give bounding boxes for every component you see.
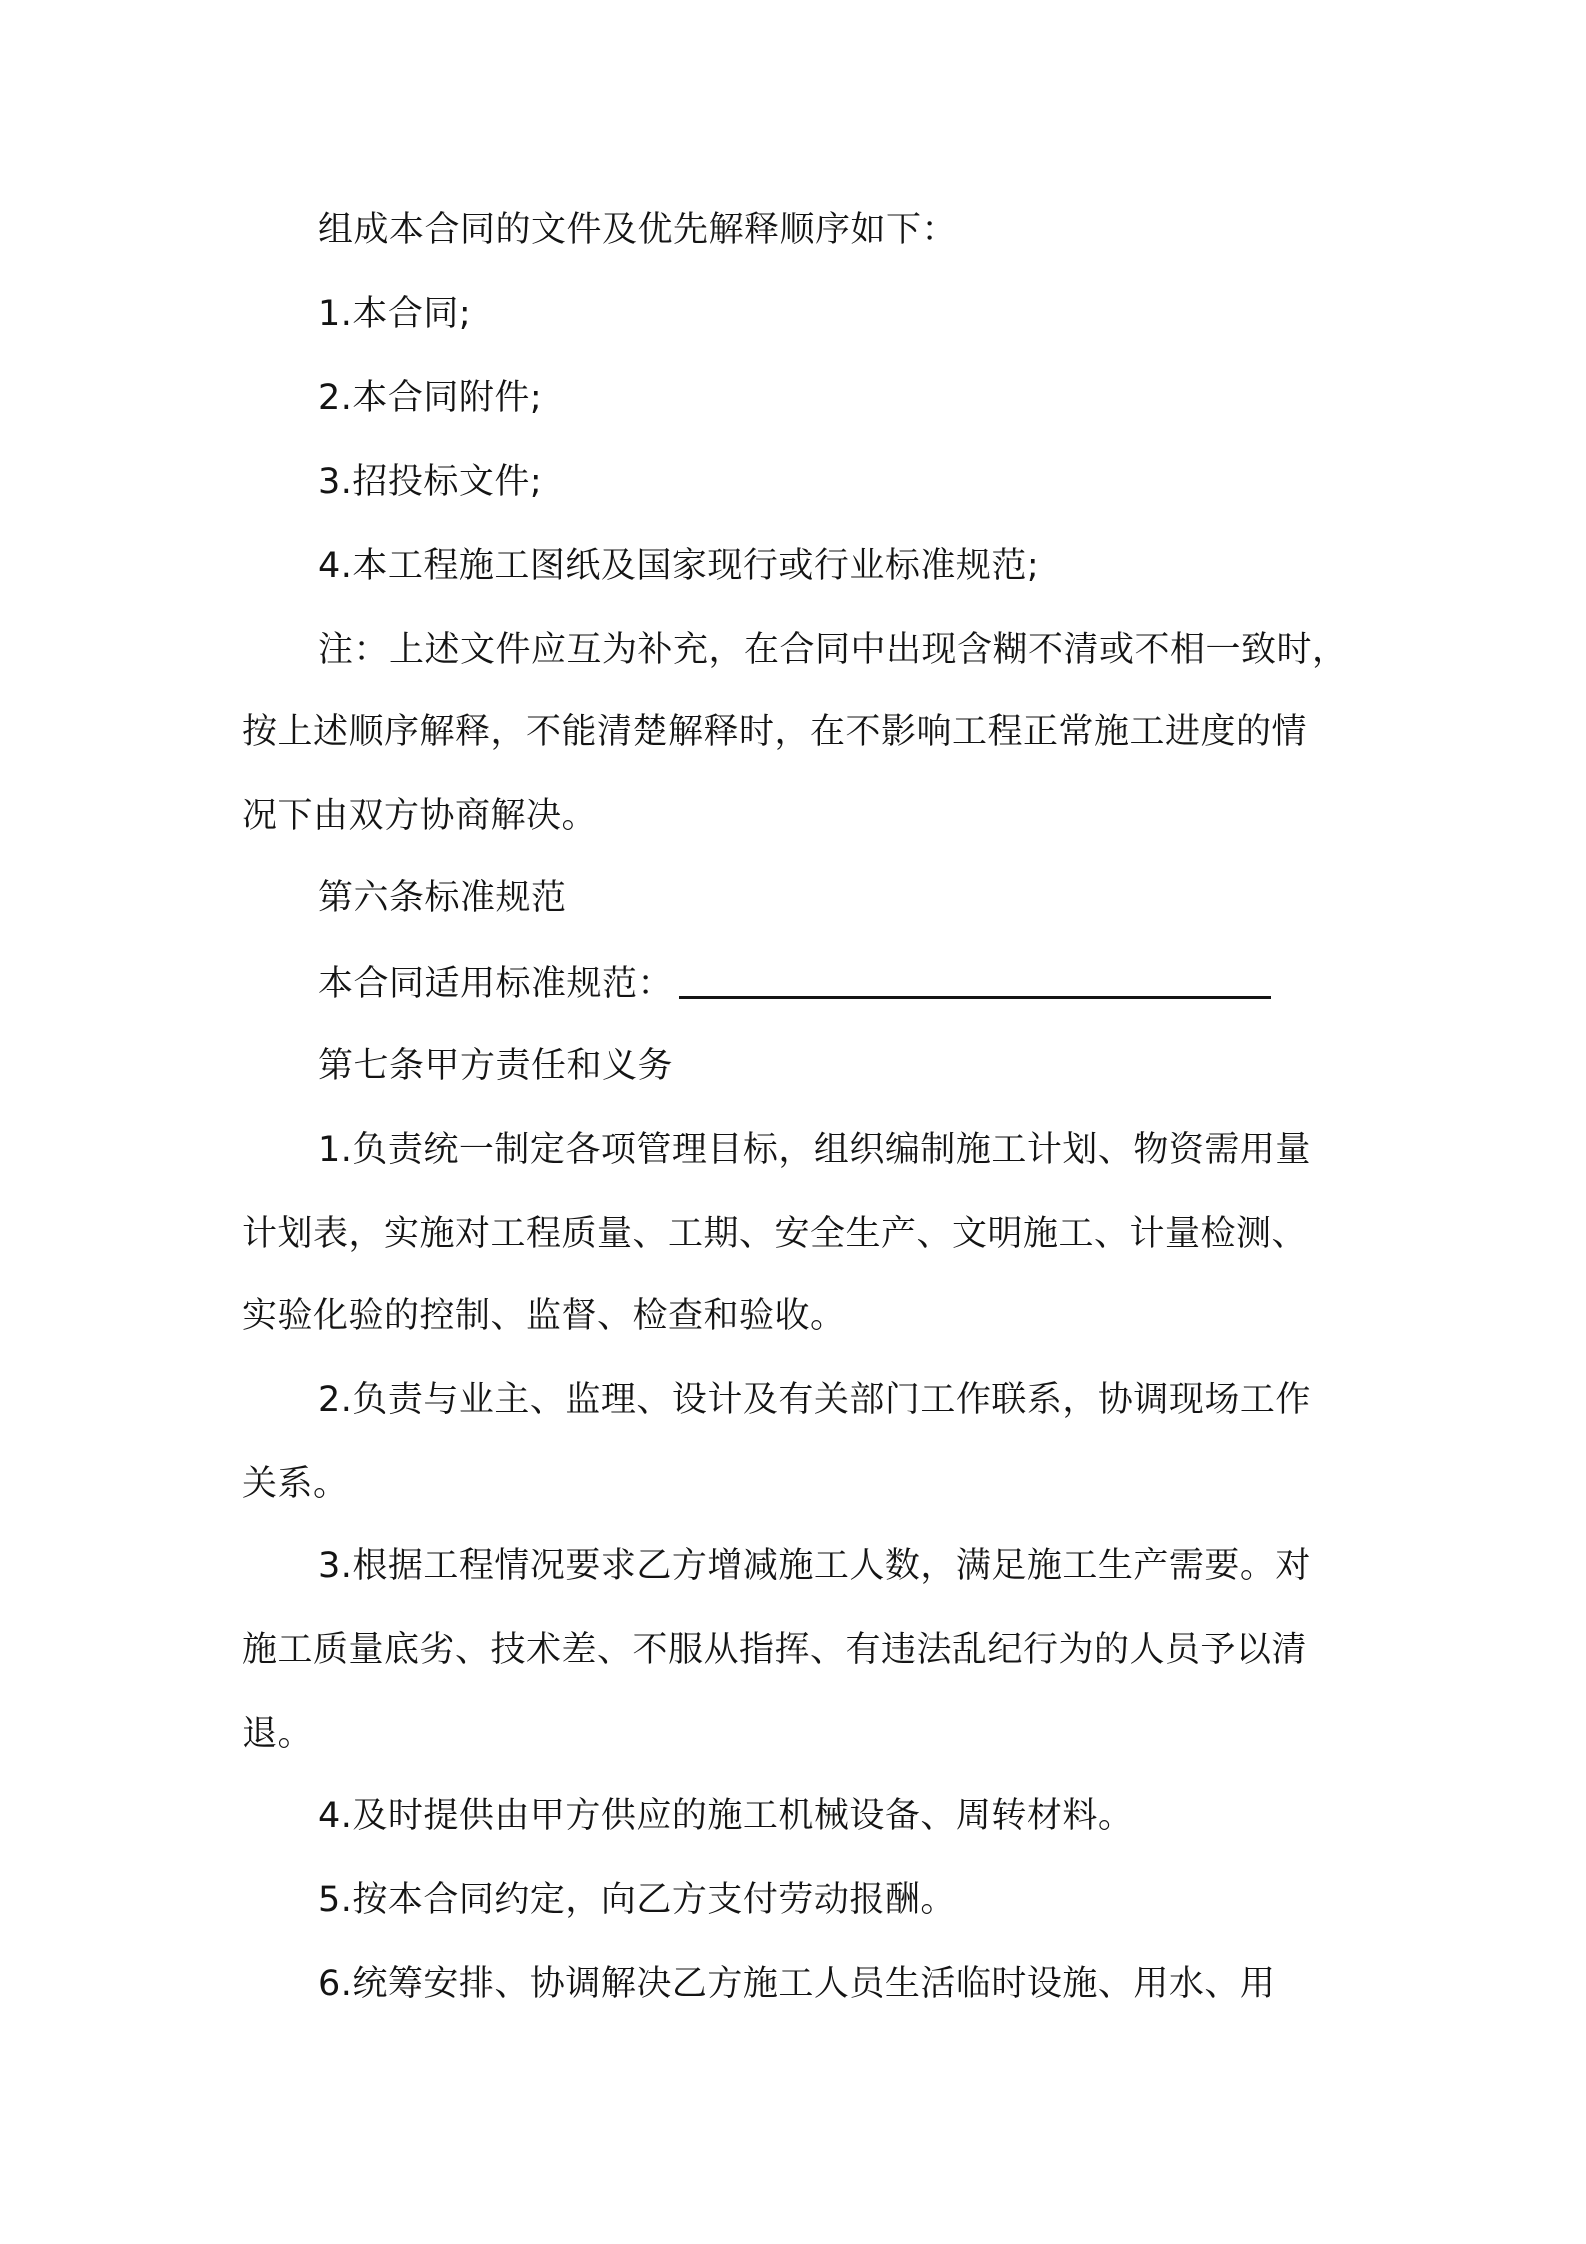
text-line: 5.按本合同约定，向乙方支付劳动报酬。	[318, 1880, 956, 1920]
text-line: 注：上述文件应互为补充，在合同中出现含糊不清或不相一致时，	[318, 630, 1348, 670]
fill-in-blank	[679, 962, 1271, 999]
section-heading: 第七条甲方责任和义务	[318, 1046, 674, 1086]
text-line: 6.统筹安排、协调解决乙方施工人员生活临时设施、用水、用	[318, 1964, 1276, 2004]
section-heading: 第六条标准规范	[318, 878, 567, 918]
text-line: 2.负责与业主、监理、设计及有关部门工作联系，协调现场工作	[318, 1380, 1311, 1420]
text-line: 组成本合同的文件及优先解释顺序如下：	[318, 210, 958, 250]
text-line: 2.本合同附件;	[318, 378, 543, 418]
text-line: 计划表，实施对工程质量、工期、安全生产、文明施工、计量检测、	[242, 1214, 1308, 1254]
text-line: 退。	[242, 1714, 314, 1754]
text-line: 4.及时提供由甲方供应的施工机械设备、周转材料。	[318, 1796, 1134, 1836]
text-line: 况下由双方协商解决。	[242, 796, 598, 836]
blank-label: 本合同适用标准规范：	[318, 964, 674, 1004]
text-line: 3.根据工程情况要求乙方增减施工人数，满足施工生产需要。对	[318, 1546, 1311, 1586]
text-line: 4.本工程施工图纸及国家现行或行业标准规范;	[318, 546, 1040, 586]
text-line: 1.负责统一制定各项管理目标，组织编制施工计划、物资需用量	[318, 1130, 1311, 1170]
text-line: 实验化验的控制、监督、检查和验收。	[242, 1296, 846, 1336]
text-line: 按上述顺序解释，不能清楚解释时，在不影响工程正常施工进度的情	[242, 712, 1308, 752]
text-line: 3.招投标文件;	[318, 462, 543, 502]
text-line-with-blank	[318, 958, 1438, 1008]
text-line: 1.本合同;	[318, 294, 472, 334]
text-line: 关系。	[242, 1464, 349, 1504]
text-line: 施工质量底劣、技术差、不服从指挥、有违法乱纪行为的人员予以清	[242, 1630, 1308, 1670]
